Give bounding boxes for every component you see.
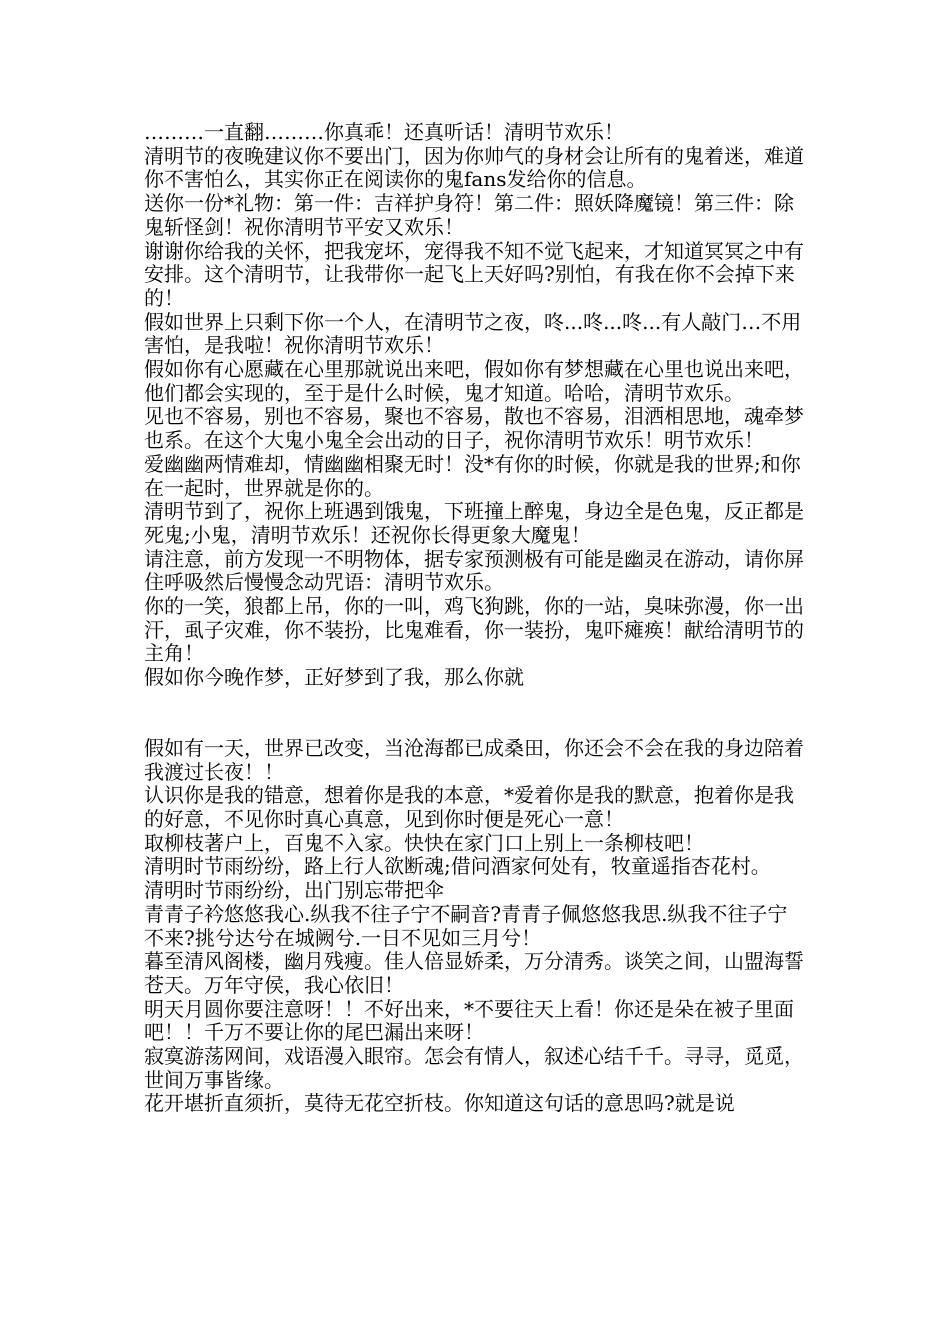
paragraph: 取柳枝著户上，百鬼不入家。快快在家门口上别上一条柳枝吧！ — [144, 830, 704, 855]
blank-line — [144, 690, 804, 737]
paragraph: 花开堪折直须折，莫待无花空折枝。你知道这句话的意思吗?就是说 — [144, 1091, 735, 1116]
paragraph: ………一直翻………你真乖！还真听话！清明节欢乐！ — [144, 120, 624, 144]
paragraph: 请注意，前方发现一不明物体，据专家预测极有可能是幽灵在游动，请你屏住呼吸然后慢慢念动咒语：清明节欢乐。 — [144, 546, 804, 595]
paragraph: 清明时节雨纷纷，路上行人欲断魂;借问酒家何处有，牧童遥指杏花村。 — [144, 854, 771, 879]
paragraph: 青青子衿悠悠我心.纵我不往子宁不嗣音?青青子佩悠悠我思.纵我不往子宁不来?挑兮达兮在城阙兮.一日不见如三月兮！ — [144, 901, 788, 950]
paragraph: 假如你今晚作梦，正好梦到了我，那么你就 — [144, 665, 524, 690]
paragraph: 见也不容易，别也不容易，聚也不容易，散也不容易，泪洒相思地，魂牵梦也系。在这个大鬼小鬼全会出动的日子，祝你清明节欢乐！明节欢乐！ — [144, 404, 804, 453]
paragraph: 寂寞游荡网间，戏语漫入眼帘。怎会有情人，叙述心结千千。寻寻，觅觅，世间万事皆缘。 — [144, 1044, 804, 1092]
paragraph: 假如你有心愿藏在心里那就说出来吧，假如你有梦想藏在心里也说出来吧，他们都会实现的，至于是什么时候，鬼才知道。哈哈，清明节欢乐。 — [144, 357, 804, 405]
paragraph: 暮至清风阁楼，幽月残瘦。佳人倍显娇柔，万分清秀。谈笑之间，山盟海誓苍天。万年守侯，我心依旧！ — [144, 949, 804, 997]
paragraph: 清明节的夜晚建议你不要出门，因为你帅气的身材会让所有的鬼着迷，难道你不害怕么，其实你正在阅读你的鬼fans发给你的信息。 — [144, 143, 804, 192]
paragraph: 清明节到了，祝你上班遇到饿鬼，下班撞上醉鬼，身边全是色鬼，反正都是死鬼;小鬼，清明节欢乐！还祝你长得更象大魔鬼！ — [144, 499, 804, 547]
paragraph: 认识你是我的错意，想着你是我的本意，*爱着你是我的默意，抱着你是我的好意，不见你时真心真意，见到你时便是死心一意！ — [144, 783, 794, 831]
document-body — [144, 121, 804, 1116]
paragraph: 送你一份*礼物：第一件：吉祥护身符！第二件：照妖降魔镜！第三件：除鬼斩怪剑！祝你清明节平安又欢乐！ — [144, 191, 794, 239]
paragraph: 假如有一天，世界已改变，当沧海都已成桑田，你还会不会在我的身边陪着我渡过长夜！！ — [144, 735, 804, 784]
paragraph: 假如世界上只剩下你一个人，在清明节之夜，咚...咚...咚...有人敲门…不用害怕，是我啦！祝你清明节欢乐！ — [144, 309, 802, 358]
paragraph: 谢谢你给我的关怀，把我宠坏，宠得我不知不觉飞起来，才知道冥冥之中有安排。这个清明节，让我带你一起飞上天好吗?别怕，有我在你不会掉下来的！ — [144, 238, 804, 310]
paragraph: 你的一笑，狼都上吊，你的一叫，鸡飞狗跳，你的一站，臭味弥漫，你一出汗，虱子灾难，你不装扮，比鬼难看，你一装扮，鬼吓瘫痪！献给清明节的主角！ — [144, 594, 804, 666]
paragraph: 清明时节雨纷纷，出门别忘带把伞 — [144, 878, 444, 903]
paragraph: 明天月圆你要注意呀！！不好出来，*不要往天上看！你还是朵在被子里面吧！！千万不要让你的尾巴漏出来呀！ — [144, 996, 794, 1045]
paragraph: 爱幽幽两情难却，情幽幽相聚无时！没*有你的时候，你就是我的世界;和你在一起时，世界就是你的。 — [144, 451, 801, 500]
